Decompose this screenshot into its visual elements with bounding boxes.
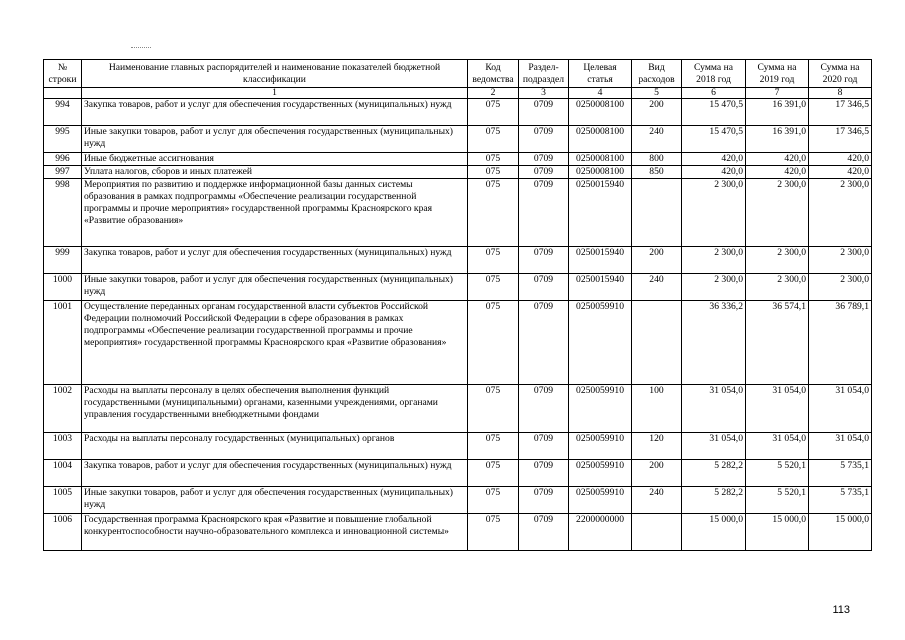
row-dept-code: 075 [468,486,519,513]
row-number: 995 [44,126,82,153]
row-number: 1006 [44,513,82,550]
row-sum-2018: 15 470,5 [682,99,746,126]
row-target-article: 0250008100 [569,153,632,166]
row-target-article: 0250008100 [569,126,632,153]
row-sum-2019: 420,0 [746,153,809,166]
row-sum-2019: 2 300,0 [746,246,809,273]
row-expense-type: 100 [632,384,682,432]
row-expense-type: 240 [632,126,682,153]
row-number: 1005 [44,486,82,513]
col-number: 8 [809,88,872,99]
table-row [44,513,872,550]
row-sum-2019: 15 000,0 [746,513,809,550]
row-sum-2018: 420,0 [682,165,746,178]
row-sum-2018: 2 300,0 [682,246,746,273]
row-number: 997 [44,165,82,178]
row-sum-2018: 420,0 [682,153,746,166]
row-sum-2018: 2 300,0 [682,273,746,300]
row-number: 1000 [44,273,82,300]
row-dept-code: 075 [468,178,519,246]
row-dept-code: 075 [468,246,519,273]
col-number: 5 [632,88,682,99]
col-header-sum-2020: Сумма на 2020 год [809,60,872,88]
row-name: Иные закупки товаров, работ и услуг для обеспечения государственных (муниципальных) нужд [82,486,468,513]
row-dept-code: 075 [468,126,519,153]
row-target-article: 0250015940 [569,178,632,246]
row-dept-code: 075 [468,165,519,178]
row-sum-2018: 15 000,0 [682,513,746,550]
col-number [44,88,82,99]
row-sum-2018: 36 336,2 [682,300,746,384]
row-number: 1002 [44,384,82,432]
row-sum-2020: 36 789,1 [809,300,872,384]
row-section: 0709 [519,99,569,126]
col-number: 3 [519,88,569,99]
row-target-article: 0250015940 [569,273,632,300]
row-sum-2019: 16 391,0 [746,99,809,126]
table-row [44,153,872,166]
row-dept-code: 075 [468,300,519,384]
row-number: 1003 [44,432,82,459]
row-number: 999 [44,246,82,273]
table-row [44,165,872,178]
table-row [44,99,872,126]
table-row [44,273,872,300]
col-header-sum-2018: Сумма на 2018 год [682,60,746,88]
col-number: 2 [468,88,519,99]
row-sum-2019: 31 054,0 [746,432,809,459]
table-row [44,432,872,459]
row-sum-2020: 5 735,1 [809,486,872,513]
row-number: 996 [44,153,82,166]
table-row [44,300,872,384]
row-dept-code: 075 [468,99,519,126]
row-sum-2020: 2 300,0 [809,178,872,246]
row-section: 0709 [519,246,569,273]
row-name: Осуществление переданных органам государственной власти субъектов Российской Федерации полномочий Российской Федерации в сфере образования в рамках подпрограммы «Обеспечение реализации государственной программы и прочие мероприятия» государственной программы Красноярского края «Развитие образования» [82,300,468,384]
row-target-article: 0250059910 [569,459,632,486]
row-section: 0709 [519,165,569,178]
row-target-article: 0250059910 [569,486,632,513]
col-header-expense-type: Вид расходов [632,60,682,88]
col-header-dept-code: Код ведомства [468,60,519,88]
row-expense-type: 240 [632,486,682,513]
row-name: Мероприятия по развитию и поддержке информационной базы данных системы образования в рамках подпрограммы «Обеспечение реализации государственной программы и прочие мероприятия» государственной программы Красноярского края «Развитие образования» [82,178,468,246]
row-expense-type [632,178,682,246]
row-name: Закупка товаров, работ и услуг для обеспечения государственных (муниципальных) нужд [82,99,468,126]
row-expense-type: 200 [632,99,682,126]
row-sum-2019: 5 520,1 [746,459,809,486]
row-name: Закупка товаров, работ и услуг для обеспечения государственных (муниципальных) нужд [82,246,468,273]
row-number: 994 [44,99,82,126]
table-body [44,99,872,551]
row-expense-type: 850 [632,165,682,178]
row-dept-code: 075 [468,432,519,459]
col-number: 4 [569,88,632,99]
row-section: 0709 [519,432,569,459]
row-target-article: 0250059910 [569,300,632,384]
row-section: 0709 [519,178,569,246]
col-number: 6 [682,88,746,99]
row-target-article: 2200000000 [569,513,632,550]
col-number: 1 [82,88,468,99]
row-dept-code: 075 [468,459,519,486]
row-number: 998 [44,178,82,246]
row-expense-type: 200 [632,459,682,486]
row-sum-2020: 420,0 [809,165,872,178]
row-sum-2020: 17 346,5 [809,126,872,153]
col-header-sum-2019: Сумма на 2019 год [746,60,809,88]
row-name: Иные закупки товаров, работ и услуг для обеспечения государственных (муниципальных) нужд [82,273,468,300]
row-sum-2019: 31 054,0 [746,384,809,432]
row-section: 0709 [519,153,569,166]
row-dept-code: 075 [468,273,519,300]
row-sum-2020: 5 735,1 [809,459,872,486]
header-dash [131,47,151,48]
row-sum-2020: 31 054,0 [809,432,872,459]
table-row [44,384,872,432]
row-sum-2020: 15 000,0 [809,513,872,550]
row-sum-2020: 31 054,0 [809,384,872,432]
row-sum-2020: 2 300,0 [809,273,872,300]
row-expense-type: 120 [632,432,682,459]
row-number: 1001 [44,300,82,384]
col-header-row-no: № строки [44,60,82,88]
table-row [44,178,872,246]
row-expense-type [632,300,682,384]
col-header-target-article: Целевая статья [569,60,632,88]
row-section: 0709 [519,273,569,300]
row-sum-2019: 36 574,1 [746,300,809,384]
budget-table [43,59,872,551]
row-sum-2019: 16 391,0 [746,126,809,153]
row-section: 0709 [519,486,569,513]
row-sum-2020: 420,0 [809,153,872,166]
table-row [44,459,872,486]
row-sum-2018: 31 054,0 [682,432,746,459]
row-sum-2018: 5 282,2 [682,459,746,486]
row-expense-type: 800 [632,153,682,166]
row-dept-code: 075 [468,384,519,432]
row-sum-2018: 5 282,2 [682,486,746,513]
col-header-name: Наименование главных распорядителей и наименование показателей бюджетной классификации [82,60,468,88]
row-sum-2020: 17 346,5 [809,99,872,126]
row-expense-type [632,513,682,550]
row-name: Закупка товаров, работ и услуг для обеспечения государственных (муниципальных) нужд [82,459,468,486]
row-name: Иные бюджетные ассигнования [82,153,468,166]
row-dept-code: 075 [468,153,519,166]
row-dept-code: 075 [468,513,519,550]
col-number: 7 [746,88,809,99]
row-sum-2019: 420,0 [746,165,809,178]
row-target-article: 0250015940 [569,246,632,273]
row-sum-2020: 2 300,0 [809,246,872,273]
table-row [44,246,872,273]
row-name: Уплата налогов, сборов и иных платежей [82,165,468,178]
row-section: 0709 [519,384,569,432]
table-row [44,126,872,153]
row-target-article: 0250059910 [569,432,632,459]
row-name: Иные закупки товаров, работ и услуг для обеспечения государственных (муниципальных) нужд [82,126,468,153]
row-sum-2019: 5 520,1 [746,486,809,513]
row-section: 0709 [519,126,569,153]
column-number-row [44,88,872,99]
row-target-article: 0250008100 [569,165,632,178]
row-expense-type: 240 [632,273,682,300]
row-target-article: 0250059910 [569,384,632,432]
row-section: 0709 [519,513,569,550]
col-header-section: Раздел-подраздел [519,60,569,88]
row-expense-type: 200 [632,246,682,273]
table-row [44,486,872,513]
row-number: 1004 [44,459,82,486]
header-row [44,60,872,88]
row-name: Расходы на выплаты персоналу государственных (муниципальных) органов [82,432,468,459]
row-sum-2018: 31 054,0 [682,384,746,432]
row-sum-2018: 15 470,5 [682,126,746,153]
row-name: Расходы на выплаты персоналу в целях обеспечения выполнения функций государственными (муниципальными) органами, казенными учреждениями, органами управления государственными внебюджетными фондами [82,384,468,432]
row-sum-2019: 2 300,0 [746,178,809,246]
row-sum-2018: 2 300,0 [682,178,746,246]
page-number: 113 [832,604,850,616]
row-target-article: 0250008100 [569,99,632,126]
row-name: Государственная программа Красноярского края «Развитие и повышение глобальной конкурентоспособности научно-образовательного комплекса и инновационной системы» [82,513,468,550]
row-sum-2019: 2 300,0 [746,273,809,300]
row-section: 0709 [519,300,569,384]
row-section: 0709 [519,459,569,486]
